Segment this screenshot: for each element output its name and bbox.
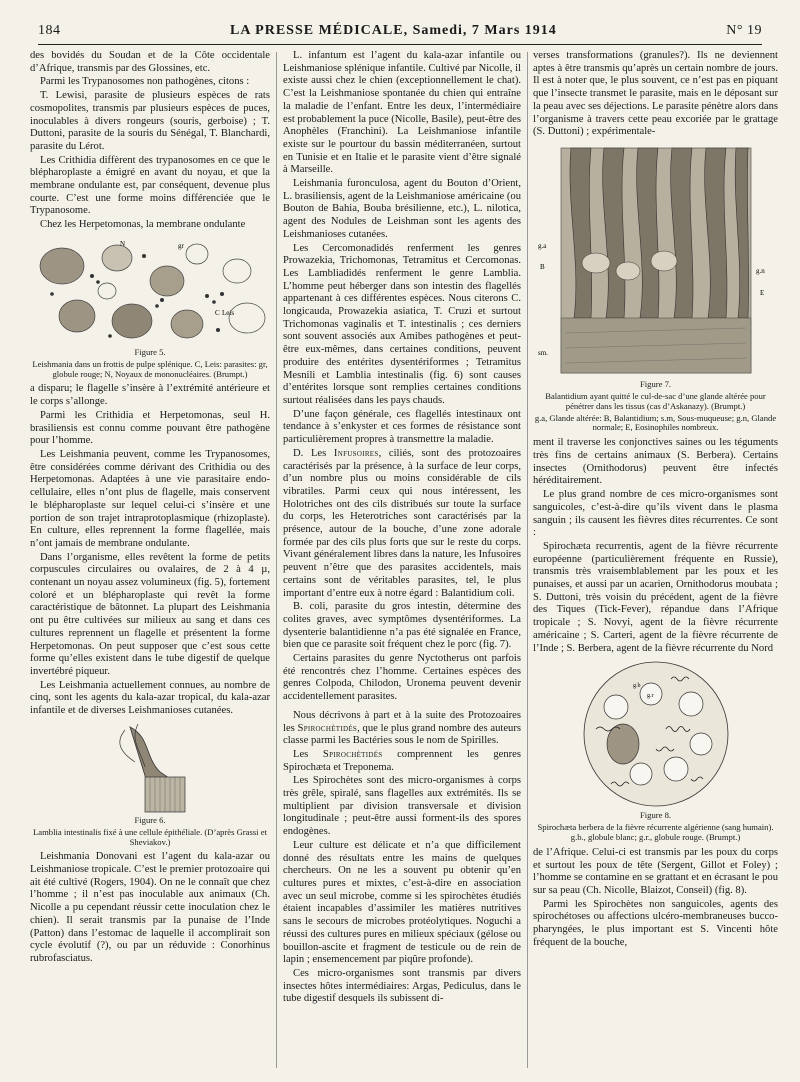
figure-8-label-gr: g.r xyxy=(646,693,653,700)
figure-7-label-ga: g.a xyxy=(537,241,546,250)
paragraph: Le plus grand nombre de ces micro-organismes sont sanguicoles, c’est-à-dire qu’ils vivent dans le plasma sanguin ; ils causent les fièvres dites récurrentes. Ce sont : xyxy=(533,489,778,539)
paragraph: Ces micro-organismes sont transmis par divers insectes hôtes intermédiaires: Argas, Pediculus, dans le tube digestif desquels ils subissent di- xyxy=(283,967,521,1005)
paragraph: Leur culture est délicate et n’a que difficilement donné des résultats entre les mains de quelques chercheurs. On ne les a souvent pu obtenir qu’en cultures pures et mixtes, c’est-à-dire en association avec un seul microbe, comme si les spirochètes étudiés étaient incapables d’assimiler les matières nutritives sans le secours de microbes protéolytiques. Noguchi a réussi des cultures pures en milieux spéciaux (gélose ou bouillon-ascite et fragment de testicule ou de rein de lapin ; ensemencement par piqûre profonde). xyxy=(283,839,521,966)
figure-8-illustration xyxy=(571,659,741,809)
paragraph: a disparu; le flagelle s’insère à l’extrémité antérieure et le corps s’allonge. xyxy=(30,383,270,408)
paragraph xyxy=(283,749,521,774)
figure-5-caption: Leishmania dans un frottis de pulpe splénique. C, Leis: parasites: gr, globule rouge; N, Noyaux de mononucléaires. (Brumpt.) xyxy=(32,358,268,379)
figure-7-label-sm: sm. xyxy=(537,348,548,357)
column-right xyxy=(533,50,778,1068)
figure-6-title: Figure 6. xyxy=(134,814,166,825)
paragraph: L. infantum est l’agent du kala-azar infantile ou Leishmaniose splénique infantile. Cultivé par Nicolle, il existe aussi chez le chien (exceptionnellement le chat). C’est la Leishmaniose spontanée du chien qui entraîne la maladie de l’enfant. Entre les deux, l’intermédiaire est probablement la puce (Nicolle, Basile), peut-être des Anophèles (Franchini). La Leishmaniose infantile existe sur le pourtour du bassin méditerranéen, surtout en Tunisie et en Italie et le parasite vient d’être signalé à Marseille. xyxy=(283,50,521,176)
figure-8-label-gb: g.b xyxy=(632,683,640,690)
column-left xyxy=(30,50,270,1068)
paragraph: Les Leishmania peuvent, comme les Trypanosomes, être considérées comme dérivant des Crithidia ou des Herpetomonas. Adaptées à une vie parasitaire endo-cellulaire, elles n’ont plus de flagelle, mais conservent le blépharoplaste sur lequel celui-ci s’insère et une portion de son trajet intraprotoplasmique (rhizoplaste). En culture, elles reprennent la forme flagellée, mais n’ont jamais de membrane ondulante. xyxy=(30,448,270,549)
text-run-smallcaps: Spirochètidés xyxy=(322,748,383,760)
paragraph: Chez les Herpetomonas, la membrane ondulante xyxy=(40,219,246,231)
figure-7-label-b: B xyxy=(539,262,545,271)
figure-5-title: Figure 5. xyxy=(134,346,166,357)
paragraph: Les Crithidia diffèrent des trypanosomes en ce que le blépharoplaste a émigré en avant du noyau, et que la membrane ondulante est, par conséquent, devenue plus courte. C’est une forme moins différenciée que le Trypanosome. xyxy=(30,154,270,217)
figure-5-illustration xyxy=(32,236,268,346)
paragraph: Leishmania Donovani est l’agent du kala-azar ou Leishmaniose tropicale. C’est le premier protozoaire qui ait été cultivé (Rogers, 1904). On ne le connaît que chez l’homme ; il n’est pas inoculable aux animaux (Ch. Nicolle a pu cependant réussir cette inoculation chez le chien). Il serait transmis par la punaise de l’Inde (Patton) dans l’estomac de laquelle il accomplirait son cycle évolutif (?), ou par un réduvide : Conorhinus rubrofasciatus. xyxy=(30,851,270,964)
issue-number: N° 19 xyxy=(726,23,762,38)
figure-6-illustration xyxy=(90,722,210,814)
figure-5-label-gr: gr xyxy=(178,241,184,250)
paragraph: Parmi les Spirochètes non sanguicoles, agents des spirochétoses ou affections ulcéro-membraneuses bucco-pharyngées, le plus important est S. Vincenti hôte fréquent de la bouche, xyxy=(533,898,778,948)
figure-6 xyxy=(30,722,270,848)
paragraph: Leishmania furonculosa, agent du Bouton d’Orient, L. brasiliensis, agent de la Leishmaniose américaine (ou Bouton de Bahia, Bouba brésilienne, etc.), L. nilotica, agent des Nodules de Leishman sont les agents des Leishmanioses cutanées. xyxy=(283,178,521,240)
text-run: Nous décrivons à part et à la suite des Protozoaires les xyxy=(283,709,521,734)
column-divider xyxy=(527,52,528,1068)
text-run: , que le plus grand nombre des auteurs classe parmi les Bactéries sous le nom de Spirilles. xyxy=(283,722,521,747)
paragraph: Dans l’organisme, elles revêtent la forme de petits corpuscules circulaires ou ovalaires, de 2 à 4 µ, contenant un noyau assez volumineux (fig. 5), fortement coloré et un blépharoplaste qui revêt la forme caractéristique de bâtonnet. La plupart des Leishmania ont pu être cultivées sur milieux au sang et dans ces cultures reprennent un flagelle et présentent la forme Herpetomonas. On peut supposer que c’est sous cette forme qu’elles existent dans le tube digestif de quelque invertébré piqueur. xyxy=(30,551,270,677)
paragraph: verses transformations (granules?). Ils ne deviennent aptes à être transmis qu’après un certain nombre de jours. Il est à noter que, le plus souvent, ce n’est pas en piquant que l’insecte transmet le parasite, mais en le déposant sur la peau avec ses déjections. Le parasite pénètre alors dans l’organisme à travers cette peau excoriée par le grattage (S. Duttoni) ; expérimentale- xyxy=(533,50,778,138)
paragraph: T. Lewisi, parasite de plusieurs espèces de rats cosmopolites, transmis par plusieurs espèces de puces, inoculables à divers rongeurs (souris, gerboise) ; T. Duttoni, parasite de la souris du Sénégal, T. Blanchardi, parasite du Lérot. xyxy=(30,90,270,152)
figure-5-label-c: C xyxy=(215,308,220,317)
figure-8 xyxy=(533,659,778,843)
figure-8-title: Figure 8. xyxy=(639,810,672,821)
figure-7-label-e: E xyxy=(759,288,764,297)
paragraph: Les Leishmania actuellement connues, au nombre de cinq, sont les agents du kala-azar tropical, du kala-azar infantile et de diverses Leishmanioses cutanées. xyxy=(30,679,270,717)
paragraph: de l’Afrique. Celui-ci est transmis par les poux du corps et surtout les poux de tête (Sergent, Gillot et Foley) ; l’homme se contamine en se grattant et en écrasant le pou sur sa peau (Ch. Nicolle, Blaizot, Conseil) (fig. 8). xyxy=(533,846,778,896)
paragraph: B. coli, parasite du gros intestin, détermine des colites graves, avec symptômes dysentériformes. La dysenterie balantidienne n’a pas été signalée en France, bien que ce parasite soit fréquent chez le porc (fig. 7). xyxy=(283,601,521,651)
paragraph: ment il traverse les conjonctives saines ou les téguments très fins de certains animaux (S. Berbera). Certains insectes (Ornithodorus) peuvent être infectés héréditairement. xyxy=(533,437,778,487)
text-run: , ciliés, sont des protozoaires caractérisés par la présence, à la surface de leur corps, d’un nombre plus ou moins considérable de cils vibratiles. Parmi ceux qui nous intéressent, les Holotriches ont des cils distribués sur toute la surface du corps, les Heterotriches sont caractérisés par la présence, autour de la bouche, d’une zone adorale formée par des cils plus forts que sur le reste du corps. Vivant généralement libres dans la nature, les Infusoires peuvent n’être que des parasites accidentels, mais certains sont de véritables parasites, tel, le plus important d’entre eux à notre égard : Balantidium coli. xyxy=(283,447,521,599)
paragraph: des bovidés du Soudan et de la Côte occidentale d’Afrique, transmis par des Glossines, etc. xyxy=(30,50,270,74)
paragraph: Les Spirochètes sont des micro-organismes à corps très grêle, spiralé, sans flagelles aux extrémités. Ils se multiplient par division transversale et division longitudinale ; peut-être aussi forment-ils des spores endogènes. xyxy=(283,775,521,838)
paragraph xyxy=(283,448,521,600)
paragraph: D’une façon générale, ces flagellés intestinaux ont tendance à s’enkyster et ces formes de résistance sont particulièrement propres à transmettre la maladie. xyxy=(283,408,521,446)
figure-5-label-n: N xyxy=(120,239,126,248)
paragraph: Parmi les Trypanosomes non pathogènes, citons : xyxy=(40,76,250,88)
figure-5 xyxy=(30,236,270,380)
figure-8-caption: Spirochæta berbera de la fièvre récurrente algérienne (sang humain). g.b., globule blanc; g.r., globule rouge. (Brumpt.) xyxy=(537,822,774,842)
column-divider xyxy=(276,52,277,1068)
figure-7 xyxy=(533,143,778,433)
page-number: 184 xyxy=(38,23,61,38)
paragraph: Parmi les Crithidia et Herpetomonas, seul H. brasiliensis est connu comme pouvant être pathogène pour l’homme. xyxy=(30,409,270,447)
figure-7-title: Figure 7. xyxy=(639,378,672,389)
figure-7-caption: Balantidium ayant quitté le cul-de-sac d’une glande altérée pour pénétrer dans les tissus (cas d’Askanazy). (Brumpt.) xyxy=(545,390,766,411)
figure-7-legend: g.a, Glande altérée: B, Balantidium; s.m, Sous-muqueuse; g.n, Glande normale; E, Eosinophiles nombreux. xyxy=(534,412,777,433)
text-run: comprennent les genres Spirochæta et Treponema. xyxy=(283,748,521,773)
figure-6-caption: Lamblia intestinalis fixé à une cellule épithéliale. (D’après Grassi et Sheviakov.) xyxy=(33,826,267,847)
journal-title: LA PRESSE MÉDICALE, Samedi, 7 Mars 1914 xyxy=(229,23,557,38)
paragraph: Spirochæta recurrentis, agent de la fièvre récurrente européenne (particulièrement fréquente en Russie), transmis très vraisemblablement par les poux et les punaises, et aussi par un acarien, Ornithodorus moubata ; S. Duttoni, très voisin du précédent, agent de la fièvre des Tiques (Tick-Fever), répandue dans l’Afrique tropicale ; S. Novyi, agent de la fièvre récurrente américaine ; S. Carteri, agent de la fièvre récurrente de l’Inde ; S. Berbera, agent de la fièvre récurrente du Nord xyxy=(533,540,778,654)
paragraph xyxy=(283,710,521,748)
text-run: D. Les xyxy=(293,447,334,459)
text-run-smallcaps: Spirochètidés xyxy=(297,722,358,734)
page-header xyxy=(38,18,762,45)
figure-7-illustration xyxy=(536,143,776,378)
text-run: Les xyxy=(293,748,323,760)
figure-5-label-leis: Leis xyxy=(222,308,235,317)
paragraph: Les Cercomonadidés renferment les genres Prowazekia, Trichomonas, Tetramitus et Cercomonas. Les Lambliadidés renferment le genre Lamblia. L’homme peut héberger dans son intestin des flagellés appartenant à ces différentes espèces. Nous citerons C. longicauda, Prowazekia asiatica, T. Cruzi et surtout Trichomonas vaginalis et T. intestinalis ; ces derniers sont souvent associés aux Amibes pathogènes et peut-être eux-mêmes, dans certaines conditions, peuvent produire des entérites dysentériformes ; Tetramitus Mesnili et Lamblia intestinalis (fig. 6) sont causes d’entérites lorsque sont remplies certaines conditions surtout réalisées dans les pays chauds. xyxy=(283,242,521,406)
column-middle xyxy=(283,50,521,1068)
figure-7-label-gn: g.n xyxy=(755,266,765,275)
text-run-smallcaps: Infusoires xyxy=(333,447,379,459)
paragraph: Certains parasites du genre Nyctotherus ont parfois été rencontrés chez l’homme. Certaines espèces des genres Colpoda, Chilodon, Uronema peuvent devenir accidentellement parasites. xyxy=(283,653,521,703)
